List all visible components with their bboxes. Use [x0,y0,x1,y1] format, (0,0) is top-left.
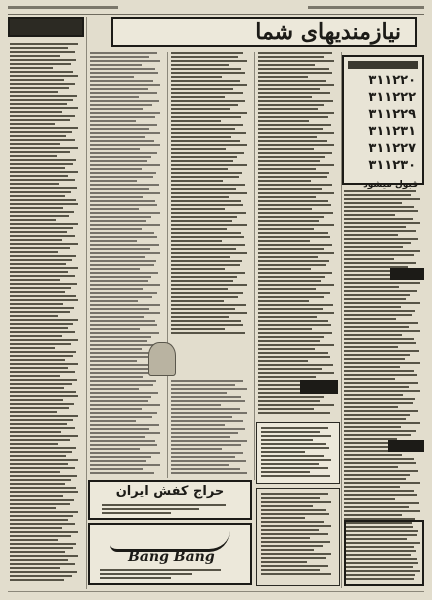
english-ad-box [256,422,340,484]
phone-number: ۳۱۱۲۲۷ [368,141,416,156]
page-bottom-rule [8,591,424,592]
cinema-text-block [10,43,82,583]
phone-number: ۳۱۱۲۲۰ [368,73,416,88]
shoe-sale-title: حراج کفش ایران [115,484,225,499]
phone-number: ۳۱۱۲۲۹ [368,107,416,122]
column-rule [254,52,255,480]
column-rule [167,52,168,478]
bang-bang-ad [88,523,252,585]
ad-tab-dark [388,440,424,452]
phone-box-note: قبول میشود [363,180,418,190]
classified-column-1 [90,52,164,476]
phone-box-header [348,61,418,69]
cinema-header-box [8,17,84,37]
phone-number: ۳۱۱۲۲۲ [368,90,416,105]
phone-numbers-box [342,55,424,190]
shoe-sale-ad [88,480,252,520]
classifieds-title: نیازمندیهای شما [255,19,401,45]
bottom-right-ad-box [344,520,424,586]
bang-bang-title: Bang Bang [128,549,215,565]
phone-number: ۳۱۱۲۳۰ [368,158,416,173]
classified-column-2-lower [171,380,251,476]
page-header-strip [8,5,424,15]
classifieds-banner [111,17,417,47]
portrait-photo [148,342,176,376]
bottom-ad-box [256,488,340,586]
column-rule [86,17,87,589]
cinema-column [8,17,84,589]
phone-number: ۳۱۱۲۳۱ [368,124,416,139]
ad-tab-dark [300,380,338,394]
ad-tab-dark [390,268,424,280]
classified-column-3 [258,52,338,418]
classified-column-2 [171,52,251,338]
